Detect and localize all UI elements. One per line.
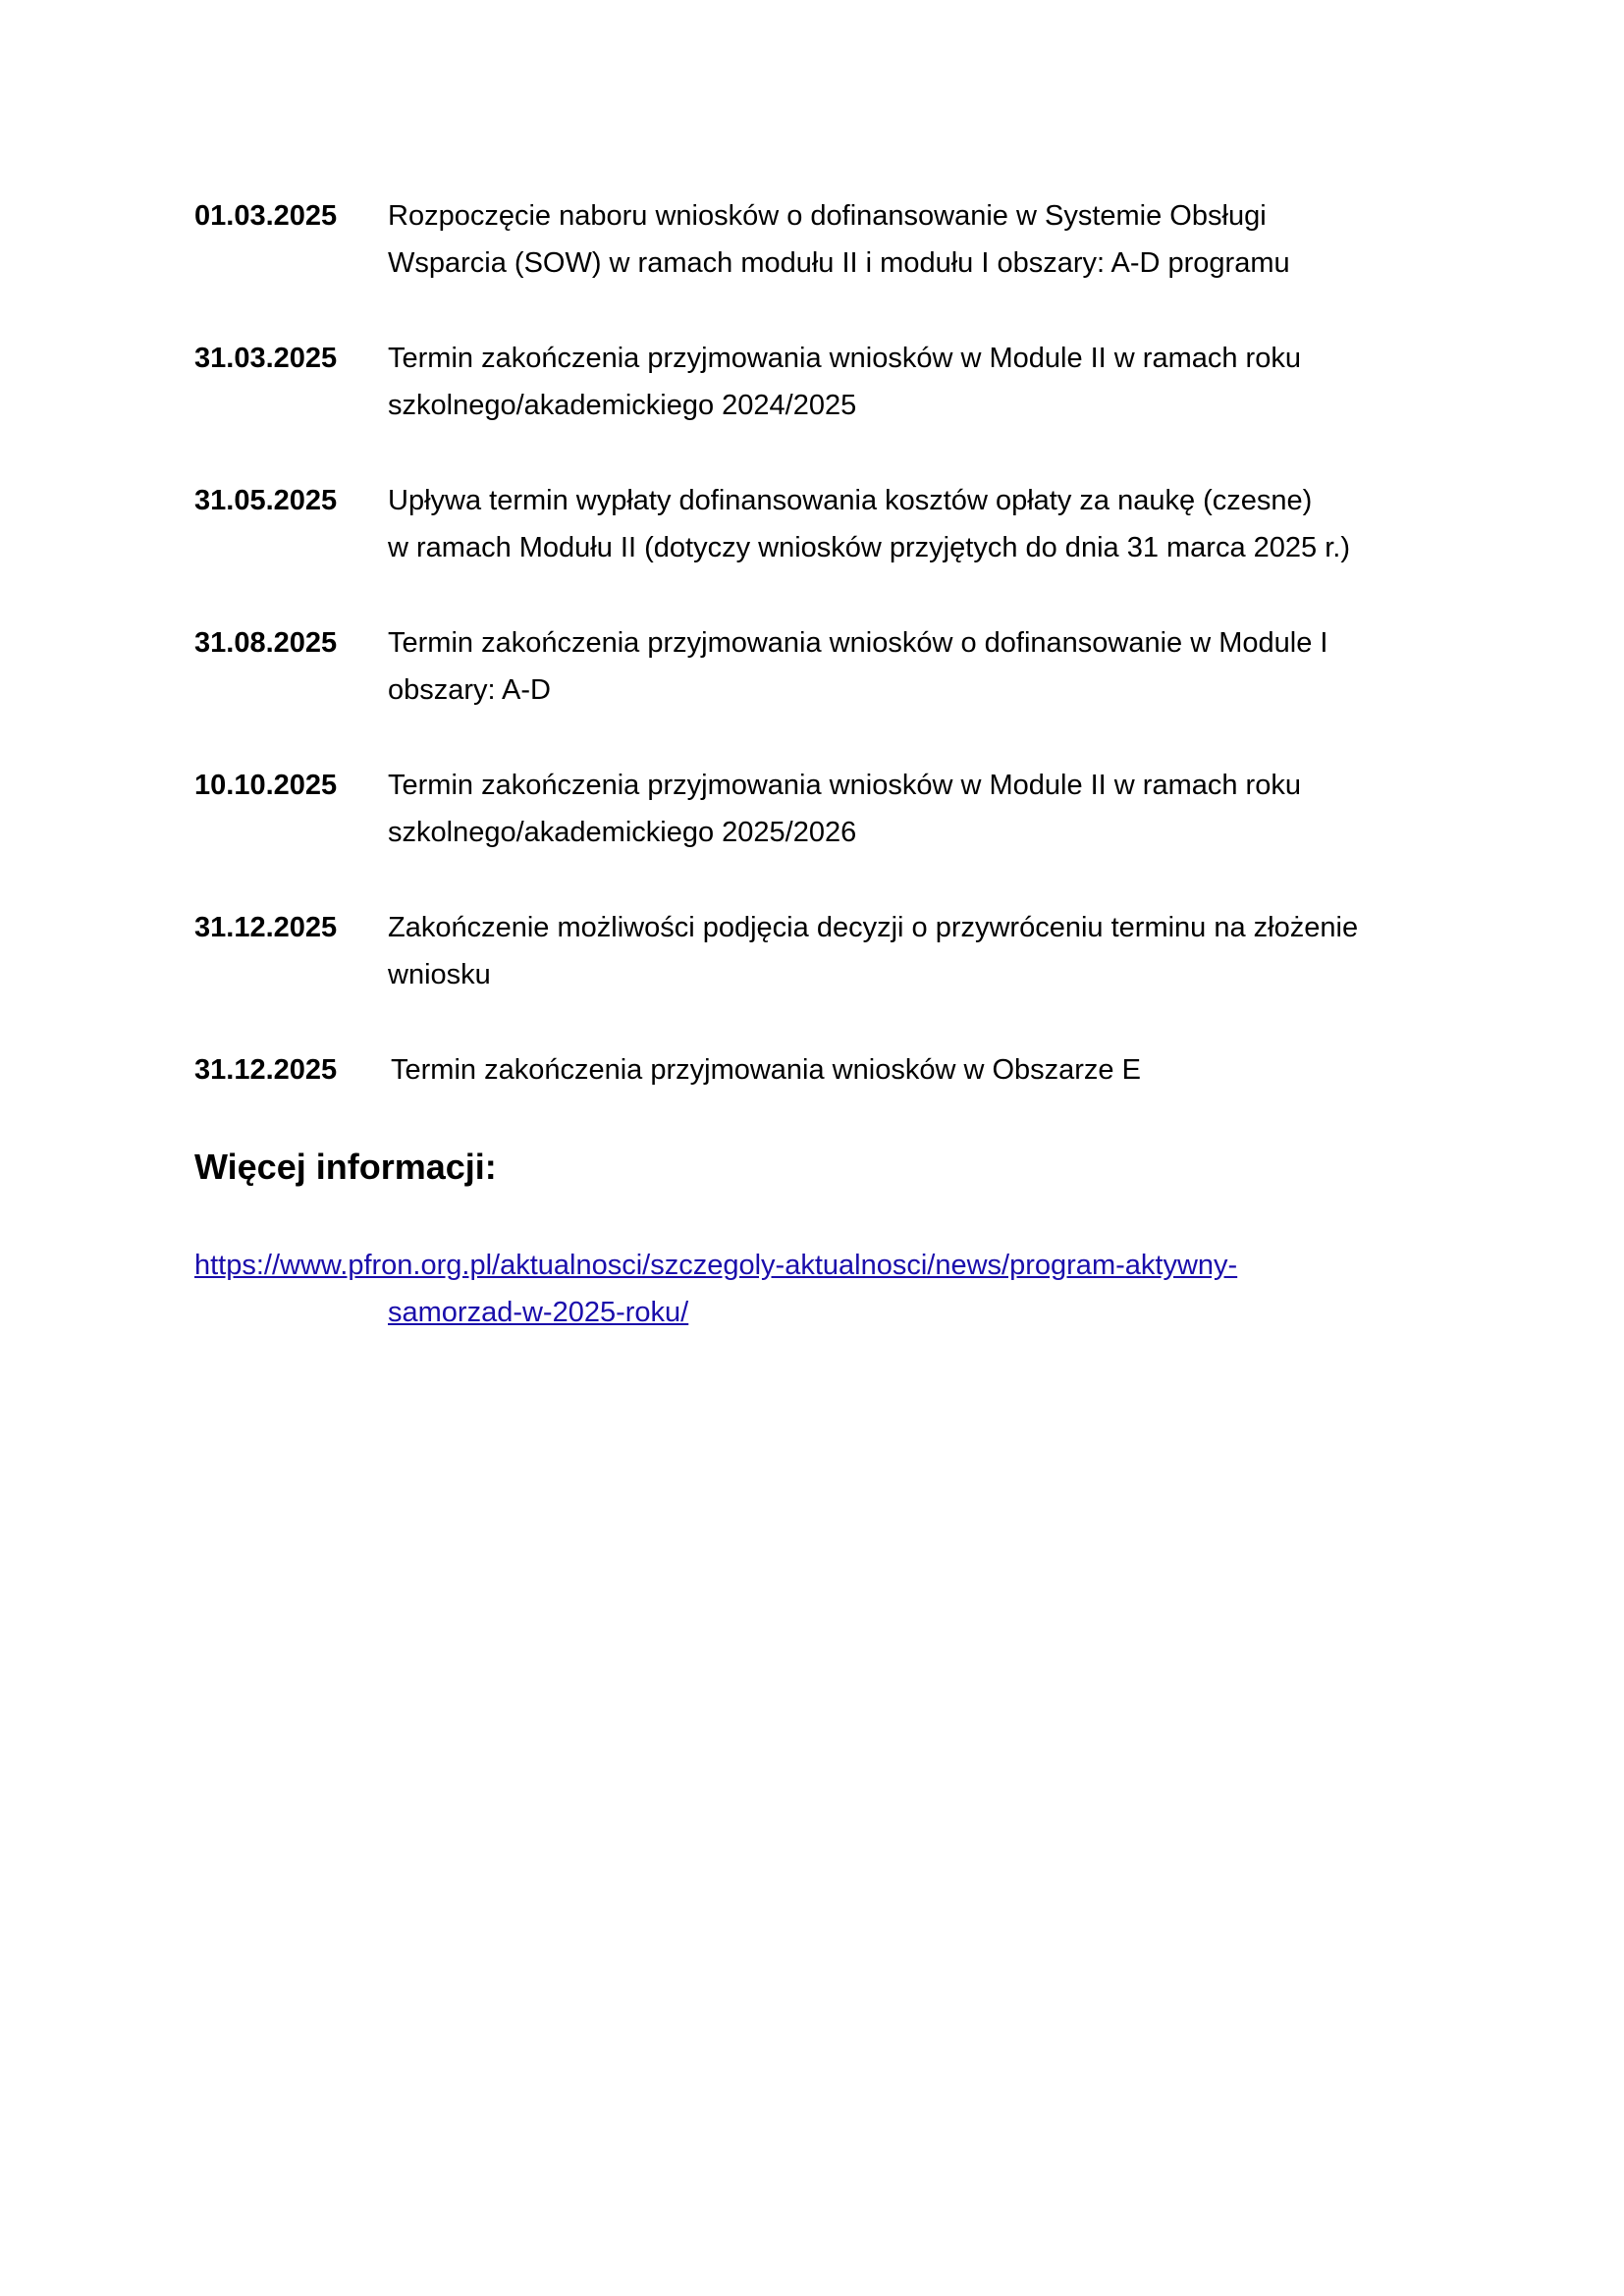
entry-description-line: Zakończenie możliwości podjęcia decyzji o przywróceniu terminu na złożenie — [388, 912, 1359, 943]
entry-description — [388, 762, 1468, 856]
entry-description-line: Termin zakończenia przyjmowania wniosków w Module II w ramach roku — [388, 343, 1301, 374]
more-info-heading: Więcej informacji: — [194, 1147, 497, 1187]
entry-date: 31.12.2025 — [194, 912, 338, 943]
entry-description — [388, 477, 1468, 571]
more-info-link[interactable] — [194, 1242, 1237, 1336]
entry-description-line: Termin zakończenia przyjmowania wniosków o dofinansowanie w Module I — [388, 627, 1328, 659]
more-info-link-line[interactable]: samorzad-w-2025-roku/ — [388, 1297, 689, 1328]
entry-description — [388, 335, 1468, 429]
entry-date: 31.12.2025 — [194, 1054, 338, 1086]
entry-description — [388, 904, 1468, 998]
entry-description-line: Wsparcia (SOW) w ramach modułu II i modułu I obszary: A-D programu — [388, 247, 1290, 279]
entry-date: 31.03.2025 — [194, 343, 338, 374]
entry-description-line: Termin zakończenia przyjmowania wniosków w Obszarze E — [391, 1054, 1141, 1086]
entry-description-line: szkolnego/akademickiego 2025/2026 — [388, 817, 857, 848]
more-info-link-line[interactable]: https://www.pfron.org.pl/aktualnosci/szczegoly-aktualnosci/news/program-aktywny- — [194, 1250, 1238, 1281]
entry-description-line: wniosku — [388, 959, 491, 990]
entry-description-line: Rozpoczęcie naboru wniosków o dofinansowanie w Systemie Obsługi — [388, 200, 1267, 232]
entry-description-line: Upływa termin wypłaty dofinansowania kosztów opłaty za naukę (czesne) — [388, 485, 1313, 516]
entry-description-line: Termin zakończenia przyjmowania wniosków w Module II w ramach roku — [388, 770, 1301, 801]
entry-description — [388, 192, 1468, 287]
entry-description-line: szkolnego/akademickiego 2024/2025 — [388, 390, 857, 421]
entry-description-line: obszary: A-D — [388, 674, 551, 706]
entry-date: 31.05.2025 — [194, 485, 338, 516]
entry-date: 10.10.2025 — [194, 770, 338, 801]
entry-description — [388, 619, 1468, 714]
entry-date: 01.03.2025 — [194, 200, 338, 232]
entry-date: 31.08.2025 — [194, 627, 338, 659]
entry-description-line: w ramach Modułu II (dotyczy wniosków przyjętych do dnia 31 marca 2025 r.) — [388, 532, 1350, 563]
entry-description — [391, 1046, 1471, 1094]
